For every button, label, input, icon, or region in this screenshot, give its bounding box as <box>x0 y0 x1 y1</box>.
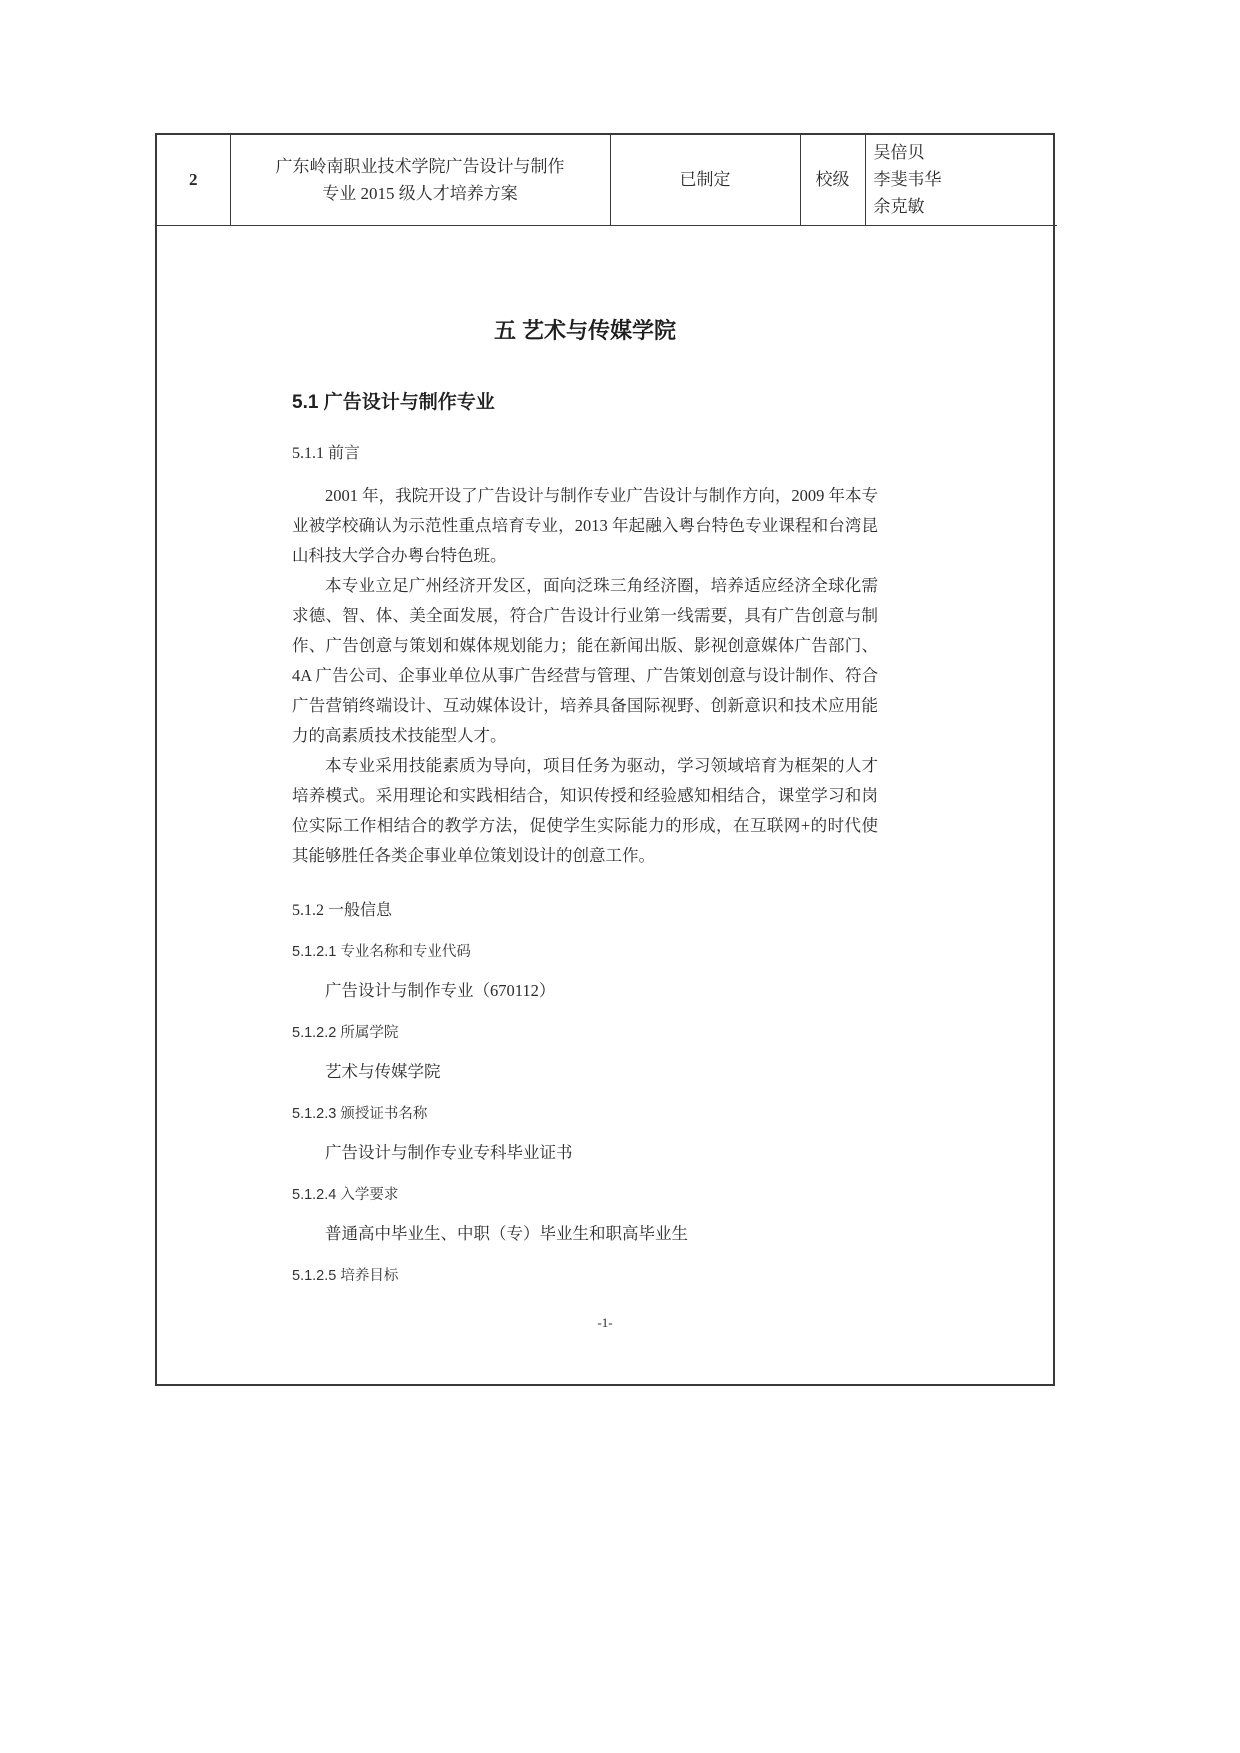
reviewers-cell <box>865 135 1057 225</box>
info-item-admission <box>292 1183 878 1244</box>
level-cell: 校级 <box>800 135 865 225</box>
header-table-row <box>157 135 1057 225</box>
info-item-heading: 5.1.2.3 颁授证书名称 <box>292 1105 428 1122</box>
info-item-value: 艺术与传媒学院 <box>325 1061 441 1081</box>
program-title-line-2: 专业 2015 级人才培养方案 <box>322 183 518 203</box>
info-item-heading: 5.1.2.1 专业名称和专业代码 <box>292 943 471 960</box>
foreword-paragraph-2: 本专业立足广州经济开发区，面向泛珠三角经济圈，培养适应经济全球化需求德、智、体、美全面发展，符合广告设计行业第一线需要，具有广告创意与制作、广告创意与策划和媒体规划能力；能在新闻出版、影视创意媒体广告部门、4A 广告公司、企事业单位从事广告经营与管理、广告策划创意与设计制作、符合广告营销终端设计、互动媒体设计，培养具备国际视野、创新意识和技术应用能力的高素质技术技能型人才。 <box>292 575 878 745</box>
header-table <box>157 135 1057 226</box>
status-cell: 已制定 <box>610 135 800 225</box>
reviewer-name: 吴倍贝 <box>873 143 925 163</box>
info-item-heading: 5.1.2.4 入学要求 <box>292 1186 399 1203</box>
info-item-major-name <box>292 940 878 1001</box>
foreword-paragraph-3: 本专业采用技能素质为导向，项目任务为驱动，学习领域培育为框架的人才培养模式。采用理论和实践相结合，知识传授和经验感知相结合，课堂学习和岗位实际工作相结合的教学方法，促使学生实际能力的形成，在互联网+的时代使其能够胜任各类企事业单位策划设计的创意工作。 <box>292 755 878 865</box>
reviewer-name: 李斐韦华 <box>873 170 942 190</box>
info-item-heading: 5.1.2.2 所属学院 <box>292 1024 399 1041</box>
foreword-heading: 5.1.1 前言 <box>292 444 361 462</box>
foreword-paragraph-1: 2001 年，我院开设了广告设计与制作专业广告设计与制作方向，2009 年本专业被学校确认为示范性重点培育专业，2013 年起融入粤台特色专业课程和台湾昆山科技大学合办粤台特色班。 <box>292 485 878 565</box>
info-item-college <box>292 1021 878 1082</box>
info-item-value: 广告设计与制作专业（670112） <box>325 980 556 1000</box>
chapter-title: 五 艺术与传媒学院 <box>493 317 677 343</box>
info-item-certificate <box>292 1102 878 1163</box>
document-body <box>157 226 1053 1389</box>
info-item-value: 普通高中毕业生、中职（专）毕业生和职高毕业生 <box>325 1223 688 1243</box>
general-info-heading: 5.1.2 一般信息 <box>292 901 393 919</box>
program-title-cell <box>230 135 610 225</box>
training-goal-heading: 5.1.2.5 培养目标 <box>292 1267 399 1284</box>
program-title-line-1: 广东岭南职业技术学院广告设计与制作 <box>275 156 565 176</box>
document-frame <box>155 133 1055 1386</box>
reviewer-name: 余克敏 <box>873 197 925 217</box>
info-item-value: 广告设计与制作专业专科毕业证书 <box>325 1142 573 1162</box>
section-title: 5.1 广告设计与制作专业 <box>292 391 495 413</box>
page-number: -1- <box>597 1314 613 1330</box>
row-index-cell: 2 <box>157 135 230 225</box>
